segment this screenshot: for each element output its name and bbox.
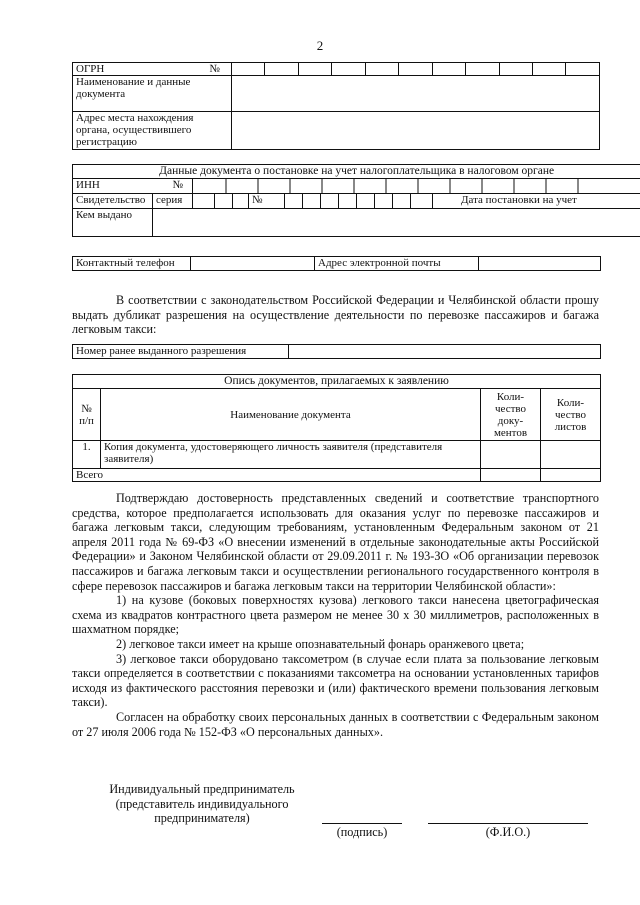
inventory-table (72, 374, 601, 482)
total-docs-field[interactable] (481, 469, 541, 482)
col-name-header: Наименование документа (101, 389, 481, 441)
cert-no-cell[interactable] (321, 194, 339, 209)
certificate-label: Свидетельство (73, 194, 153, 209)
series-cell[interactable] (215, 194, 233, 209)
cert-no-cell[interactable] (285, 194, 303, 209)
ogrn-label: ОГРН (76, 63, 105, 75)
doc-field[interactable] (231, 76, 599, 112)
inn-field[interactable] (193, 179, 640, 194)
table-row (73, 441, 601, 469)
email-field[interactable] (479, 257, 601, 271)
row-num: 1. (73, 441, 101, 469)
declaration-text (72, 491, 599, 739)
ogrn-digit-cell[interactable] (231, 63, 264, 76)
declaration-paragraph: Подтверждаю достоверность представленных сведений и соответствие транспортного средства, которое предполагается использовать для оказания услуг по перевозке пассажиров и багажа легковым такси, следующим требованиям, установленным Федеральным законом от 21 апреля 2011 года № 69-ФЗ «О внесении изменений в отдельные законодательные акты Российской Федерации» и Законом Челябинской области от 29.09.2011 г. № 193-ЗО «Об организации перевозок пассажиров и багажа легковым такси и осуществлении регионального государственного контроля в сфере перевозок пассажиров и багажа легковым такси на территории Челябинской области»: (72, 491, 599, 593)
ogrn-digit-cell[interactable] (265, 63, 298, 76)
contact-table (72, 256, 601, 271)
ogrn-digit-cell[interactable] (399, 63, 432, 76)
requirement-3: 3) легковое такси оборудовано таксометром (в случае если плата за пользование легковым такси определяется в соответствии с показаниями таксометра на основании установленных тарифов исходя из фактического расстояния перевозки и (или) фактического времени пользования легковым такси). (72, 651, 599, 710)
request-text (72, 293, 599, 337)
ogrn-no-label: № (209, 63, 220, 75)
cert-no-label: № (249, 194, 285, 209)
issued-by-label: Кем выдано (73, 209, 153, 237)
cert-no-cell[interactable] (339, 194, 357, 209)
signatory-title (86, 782, 318, 826)
inn-label: ИНН (76, 179, 100, 191)
tax-header: Данные документа о постановке на учет налогоплательщика в налоговом органе (73, 165, 640, 179)
cert-no-cell[interactable] (375, 194, 393, 209)
address-label: Адрес места нахождения органа, осуществившего регистрацию (73, 112, 232, 150)
series-cell[interactable] (193, 194, 215, 209)
ogrn-digit-cell[interactable] (332, 63, 365, 76)
registration-table (72, 62, 600, 150)
inventory-title: Опись документов, прилагаемых к заявлению (73, 375, 601, 389)
signature-line[interactable] (322, 823, 402, 824)
row-name: Копия документа, удостоверяющего личность заявителя (представителя заявителя) (101, 441, 481, 469)
total-label: Всего (73, 469, 481, 482)
row-sheets-field[interactable] (541, 441, 601, 469)
ogrn-digit-cell[interactable] (533, 63, 566, 76)
series-cell[interactable] (233, 194, 249, 209)
request-paragraph: В соответствии с законодательством Российской Федерации и Челябинской области прошу выдать дубликат разрешения на осуществление деятельности по перевозке пассажиров и багажа легковым такси: (72, 293, 599, 337)
cert-no-cell[interactable] (393, 194, 411, 209)
total-sheets-field[interactable] (541, 469, 601, 482)
ogrn-digit-cell[interactable] (432, 63, 465, 76)
ogrn-digit-cell[interactable] (298, 63, 331, 76)
prev-permit-table (72, 344, 601, 359)
name-line[interactable] (428, 823, 588, 824)
cert-no-cell[interactable] (303, 194, 321, 209)
phone-field[interactable] (191, 257, 315, 271)
tax-table (72, 164, 640, 237)
signature-caption: (подпись) (336, 825, 388, 839)
series-label: серия (153, 194, 193, 209)
email-label: Адрес электронной почты (315, 257, 479, 271)
ogrn-digit-cell[interactable] (499, 63, 532, 76)
inn-no-label: № (172, 179, 183, 191)
ogrn-digit-cell[interactable] (466, 63, 499, 76)
inn-label-cell (73, 179, 193, 194)
ogrn-digit-cell[interactable] (566, 63, 600, 76)
issued-by-field[interactable] (153, 209, 640, 237)
ogrn-digit-cell[interactable] (365, 63, 398, 76)
col-num-header: № п/п (73, 389, 101, 441)
signatory-line-1: Индивидуальный предприниматель (109, 782, 295, 796)
col-sheets-header: Коли-чество листов (541, 389, 601, 441)
address-field[interactable] (231, 112, 599, 150)
col-docs-header: Коли-чество доку-ментов (481, 389, 541, 441)
prev-permit-field[interactable] (289, 345, 601, 359)
signatory-line-3: предпринимателя) (154, 811, 250, 826)
name-caption: (Ф.И.О.) (485, 825, 531, 839)
cert-no-cell[interactable] (357, 194, 375, 209)
consent-paragraph: Согласен на обработку своих персональных данных в соответствии с Федеральным законом от 27 июля 2006 года № 152-ФЗ «О персональных данных». (72, 709, 599, 739)
requirement-2: 2) легковое такси имеет на крыше опознавательный фонарь оранжевого цвета; (116, 636, 525, 651)
registration-date-label: Дата постановки на учет (433, 194, 640, 209)
cert-no-cell[interactable] (411, 194, 433, 209)
doc-label: Наименование и данные документа (73, 76, 232, 112)
phone-label: Контактный телефон (73, 257, 191, 271)
ogrn-label-cell (73, 63, 232, 76)
page-number: 2 (316, 38, 324, 53)
prev-permit-label: Номер ранее выданного разрешения (73, 345, 289, 359)
row-docs-field[interactable] (481, 441, 541, 469)
signatory-line-2: (представитель индивидуального (115, 796, 289, 811)
requirement-1: 1) на кузове (боковых поверхностях кузова) легкового такси нанесена цветографическая схема из квадратов контрастного цвета размером не менее 30 х 30 миллиметров, расположенных в шахматном порядке; (72, 593, 599, 637)
